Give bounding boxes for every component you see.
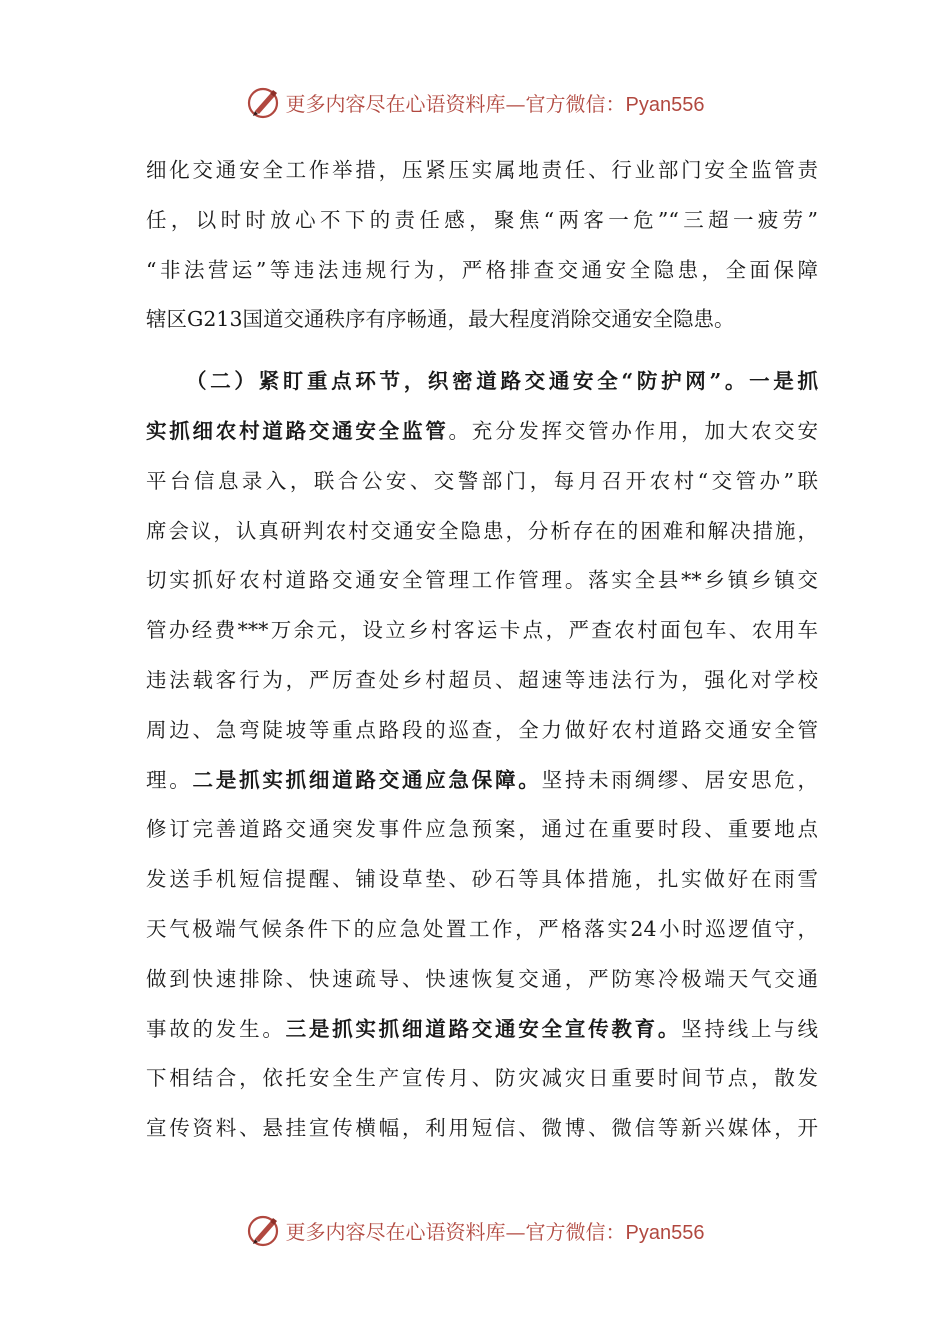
footer-wechat-id: Pyan556 <box>625 1221 705 1244</box>
section-heading-line: （二）紧盯重点环节，织密道路交通安全“防护网”。一是抓 <box>186 369 818 394</box>
para2-line-9: 理。二是抓实抓细道路交通应急保障。坚持未雨绸缪、居安思危， <box>146 767 818 792</box>
subpoint-1-heading: 实抓细农村道路交通安全监管 <box>146 418 449 443</box>
header-wechat-id: Pyan556 <box>625 93 705 116</box>
para2-line-16: 宣传资料、悬挂宣传横幅，利用短信、微博、微信等新兴媒体，开 <box>146 1116 818 1141</box>
footer-watermark-banner <box>0 1210 950 1250</box>
paragraph-1 <box>146 146 818 345</box>
para2-line-7: 违法载客行为，严厉查处乡村超员、超速等违法行为，强化对学校 <box>146 667 818 692</box>
para2-line-2: 实抓细农村道路交通安全监管。充分发挥交管办作用，加大农交安 <box>146 418 818 443</box>
pen-logo-icon <box>246 1212 282 1248</box>
para1-line-3: “非法营运”等违法违规行为，严格排查交通安全隐患，全面保障 <box>146 257 818 282</box>
para2-line-14: 事故的发生。三是抓实抓细道路交通安全宣传教育。坚持线上与线 <box>146 1016 818 1041</box>
para2-line-5: 切实抓好农村道路交通安全管理工作管理。落实全县**乡镇乡镇交 <box>146 568 818 593</box>
subpoint-3-heading: 三是抓实抓细道路交通安全宣传教育。 <box>285 1016 682 1041</box>
para2-line-6: 管办经费***万余元，设立乡村客运卡点，严查农村面包车、农用车 <box>146 618 818 643</box>
footer-banner-text: 更多内容尽在心语资料库—官方微信： <box>285 1219 626 1244</box>
para2-line-11: 发送手机短信提醒、铺设草垫、砂石等具体措施，扎实做好在雨雪 <box>146 867 818 892</box>
para2-line-3: 平台信息录入，联合公安、交警部门，每月召开农村“交管办”联 <box>146 468 818 493</box>
header-watermark-banner <box>0 82 950 122</box>
para2-line-10: 修订完善道路交通突发事件应急预案，通过在重要时段、重要地点 <box>146 817 818 842</box>
para1-line-1: 细化交通安全工作举措，压紧压实属地责任、行业部门安全监管责 <box>146 158 818 182</box>
para2-line-15: 下相结合，依托安全生产宣传月、防灾减灾日重要时间节点，散发 <box>146 1066 818 1091</box>
para2-line-4: 席会议，认真研判农村交通安全隐患，分析存在的困难和解决措施， <box>146 518 818 543</box>
para1-line-4: 辖区G213国道交通秩序有序畅通，最大程度消除交通安全隐患。 <box>146 307 735 332</box>
pen-logo-icon <box>246 84 282 120</box>
paragraph-2 <box>146 357 818 1154</box>
para2-line-12: 天气极端气候条件下的应急处置工作，严格落实24小时巡逻值守， <box>146 916 818 941</box>
para2-line-13: 做到快速排除、快速疏导、快速恢复交通，严防寒冷极端天气交通 <box>146 966 818 991</box>
document-body <box>146 146 818 1154</box>
header-banner-text: 更多内容尽在心语资料库—官方微信： <box>285 91 626 116</box>
subpoint-2-heading: 二是抓实抓细道路交通应急保障。 <box>192 767 542 792</box>
para1-line-2: 任，以时时放心不下的责任感，聚焦“两客一危”“三超一疲劳” <box>146 207 818 232</box>
para2-line-8: 周边、急弯陡坡等重点路段的巡查，全力做好农村道路交通安全管 <box>146 717 818 742</box>
